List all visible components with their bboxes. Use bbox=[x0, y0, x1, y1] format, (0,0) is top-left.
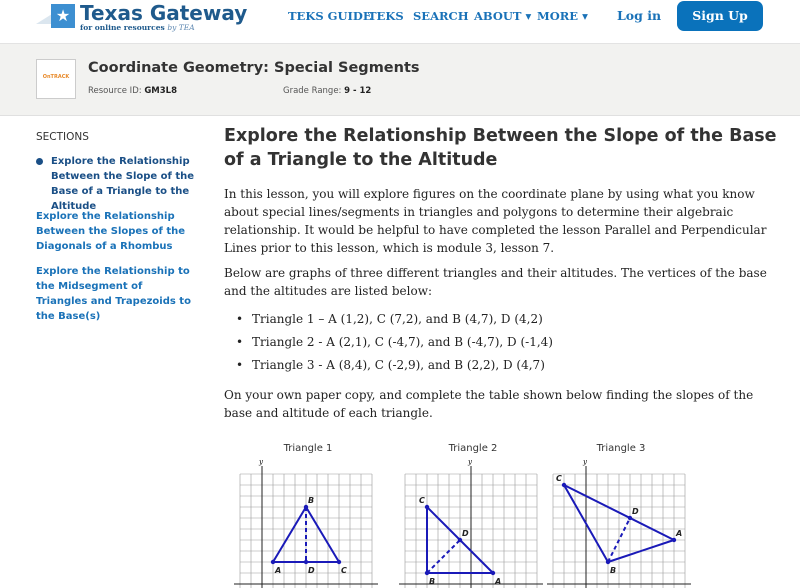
y-axis-label: y bbox=[468, 458, 472, 466]
star-logo-icon[interactable]: ★ bbox=[51, 4, 75, 28]
signup-button[interactable]: Sign Up bbox=[677, 1, 763, 31]
nav-more[interactable]: MORE ▾ bbox=[537, 9, 588, 23]
vertex-label: D bbox=[462, 529, 469, 538]
triangle-side bbox=[273, 507, 306, 562]
vertex-label: A bbox=[676, 529, 683, 538]
instructions-paragraph: On your own paper copy, and complete the table shown below finding the slopes of the base and altitude of each triangle. bbox=[224, 388, 754, 420]
section-link-3[interactable]: Explore the Relationship to the Midsegment of Triangles and Trapezoids to the Base(s) bbox=[36, 266, 191, 322]
nav-about[interactable]: ABOUT ▾ bbox=[474, 9, 532, 23]
resource-id: Resource ID: GM3L8 bbox=[88, 86, 177, 96]
list-item: • Triangle 1 – A (1,2), C (7,2), and B (4,7), D (4,2) bbox=[224, 310, 779, 328]
vertex-point bbox=[337, 560, 341, 564]
intro-paragraph: In this lesson, you will explore figures on the coordinate plane by using what you know about special lines/segments in triangles and polygons to determine their algebraic relationship. It would be helpful to have completed the lesson Parallel and Perpendicular Lines prior to this lesson, which is module 3, lesson 7. bbox=[224, 187, 767, 255]
vertex-label: C bbox=[556, 474, 562, 483]
list-item: • Triangle 3 - A (8,4), C (-2,9), and B (2,2), D (4,7) bbox=[224, 356, 779, 374]
vertex-point bbox=[672, 538, 676, 542]
vertex-point bbox=[628, 516, 632, 520]
triangle-2-graph bbox=[395, 437, 550, 588]
course-band bbox=[0, 44, 800, 116]
login-link[interactable]: Log in bbox=[617, 8, 662, 23]
vertex-label: D bbox=[308, 566, 315, 575]
vertex-label: C bbox=[341, 566, 347, 575]
vertex-label: B bbox=[308, 496, 315, 505]
vertex-point bbox=[271, 560, 275, 564]
vertex-label: B bbox=[429, 577, 436, 586]
vertex-label: D bbox=[632, 507, 639, 516]
triangle-list bbox=[224, 310, 779, 379]
section-link-1[interactable]: Explore the Relationship Between the Slope of the Base of a Triangle to the Altitude bbox=[36, 154, 196, 214]
course-title: Coordinate Geometry: Special Segments bbox=[88, 60, 420, 76]
vertex-point bbox=[425, 571, 429, 575]
grade-range: Grade Range: 9 - 12 bbox=[283, 86, 372, 96]
y-axis-label: y bbox=[583, 458, 587, 466]
vertex-label: A bbox=[495, 577, 502, 586]
logo-subtitle: for online resources by TEA bbox=[80, 23, 195, 32]
ontrack-logo: OnTRACK bbox=[36, 59, 76, 99]
page-title: Explore the Relationship Between the Slope of the Base of a Triangle to the Altitude bbox=[224, 126, 777, 170]
triangle-1-graph bbox=[230, 437, 385, 588]
top-header bbox=[0, 0, 800, 44]
caret-down-icon: ▾ bbox=[521, 9, 532, 23]
logo-title[interactable]: Texas Gateway bbox=[80, 1, 248, 25]
vertex-point bbox=[304, 560, 308, 564]
vertex-label: B bbox=[610, 566, 617, 575]
section-link-2[interactable]: Explore the Relationship Between the Slopes of the Diagonals of a Rhombus bbox=[36, 211, 186, 252]
y-axis-label: y bbox=[259, 458, 263, 466]
graphs-paragraph: Below are graphs of three different triangles and their altitudes. The vertices of the base and the altitudes are listed below: bbox=[224, 266, 767, 298]
graph-title: Triangle 1 bbox=[283, 443, 333, 454]
vertex-label: C bbox=[419, 496, 425, 505]
graph-title: Triangle 3 bbox=[596, 443, 646, 454]
active-dot-icon bbox=[36, 158, 43, 165]
sections-heading: SECTIONS bbox=[36, 131, 89, 143]
vertex-point bbox=[606, 560, 610, 564]
triangle-3-graph bbox=[543, 437, 698, 588]
vertex-point bbox=[562, 483, 566, 487]
logo-wing bbox=[36, 14, 52, 24]
caret-down-icon: ▾ bbox=[578, 9, 588, 23]
list-item: • Triangle 2 - A (2,1), C (-4,7), and B (-4,7), D (-1,4) bbox=[224, 333, 779, 351]
nav-teks[interactable]: TEKS bbox=[368, 9, 404, 23]
nav-search[interactable]: SEARCH bbox=[413, 9, 469, 23]
vertex-label: A bbox=[275, 566, 282, 575]
triangle-side bbox=[306, 507, 339, 562]
vertex-point bbox=[458, 538, 462, 542]
vertex-point bbox=[491, 571, 495, 575]
altitude-segment bbox=[427, 540, 460, 573]
graph-title: Triangle 2 bbox=[448, 443, 498, 454]
vertex-point bbox=[304, 505, 308, 509]
vertex-point bbox=[425, 505, 429, 509]
nav-teks-guide[interactable]: TEKS GUIDE bbox=[288, 9, 372, 23]
